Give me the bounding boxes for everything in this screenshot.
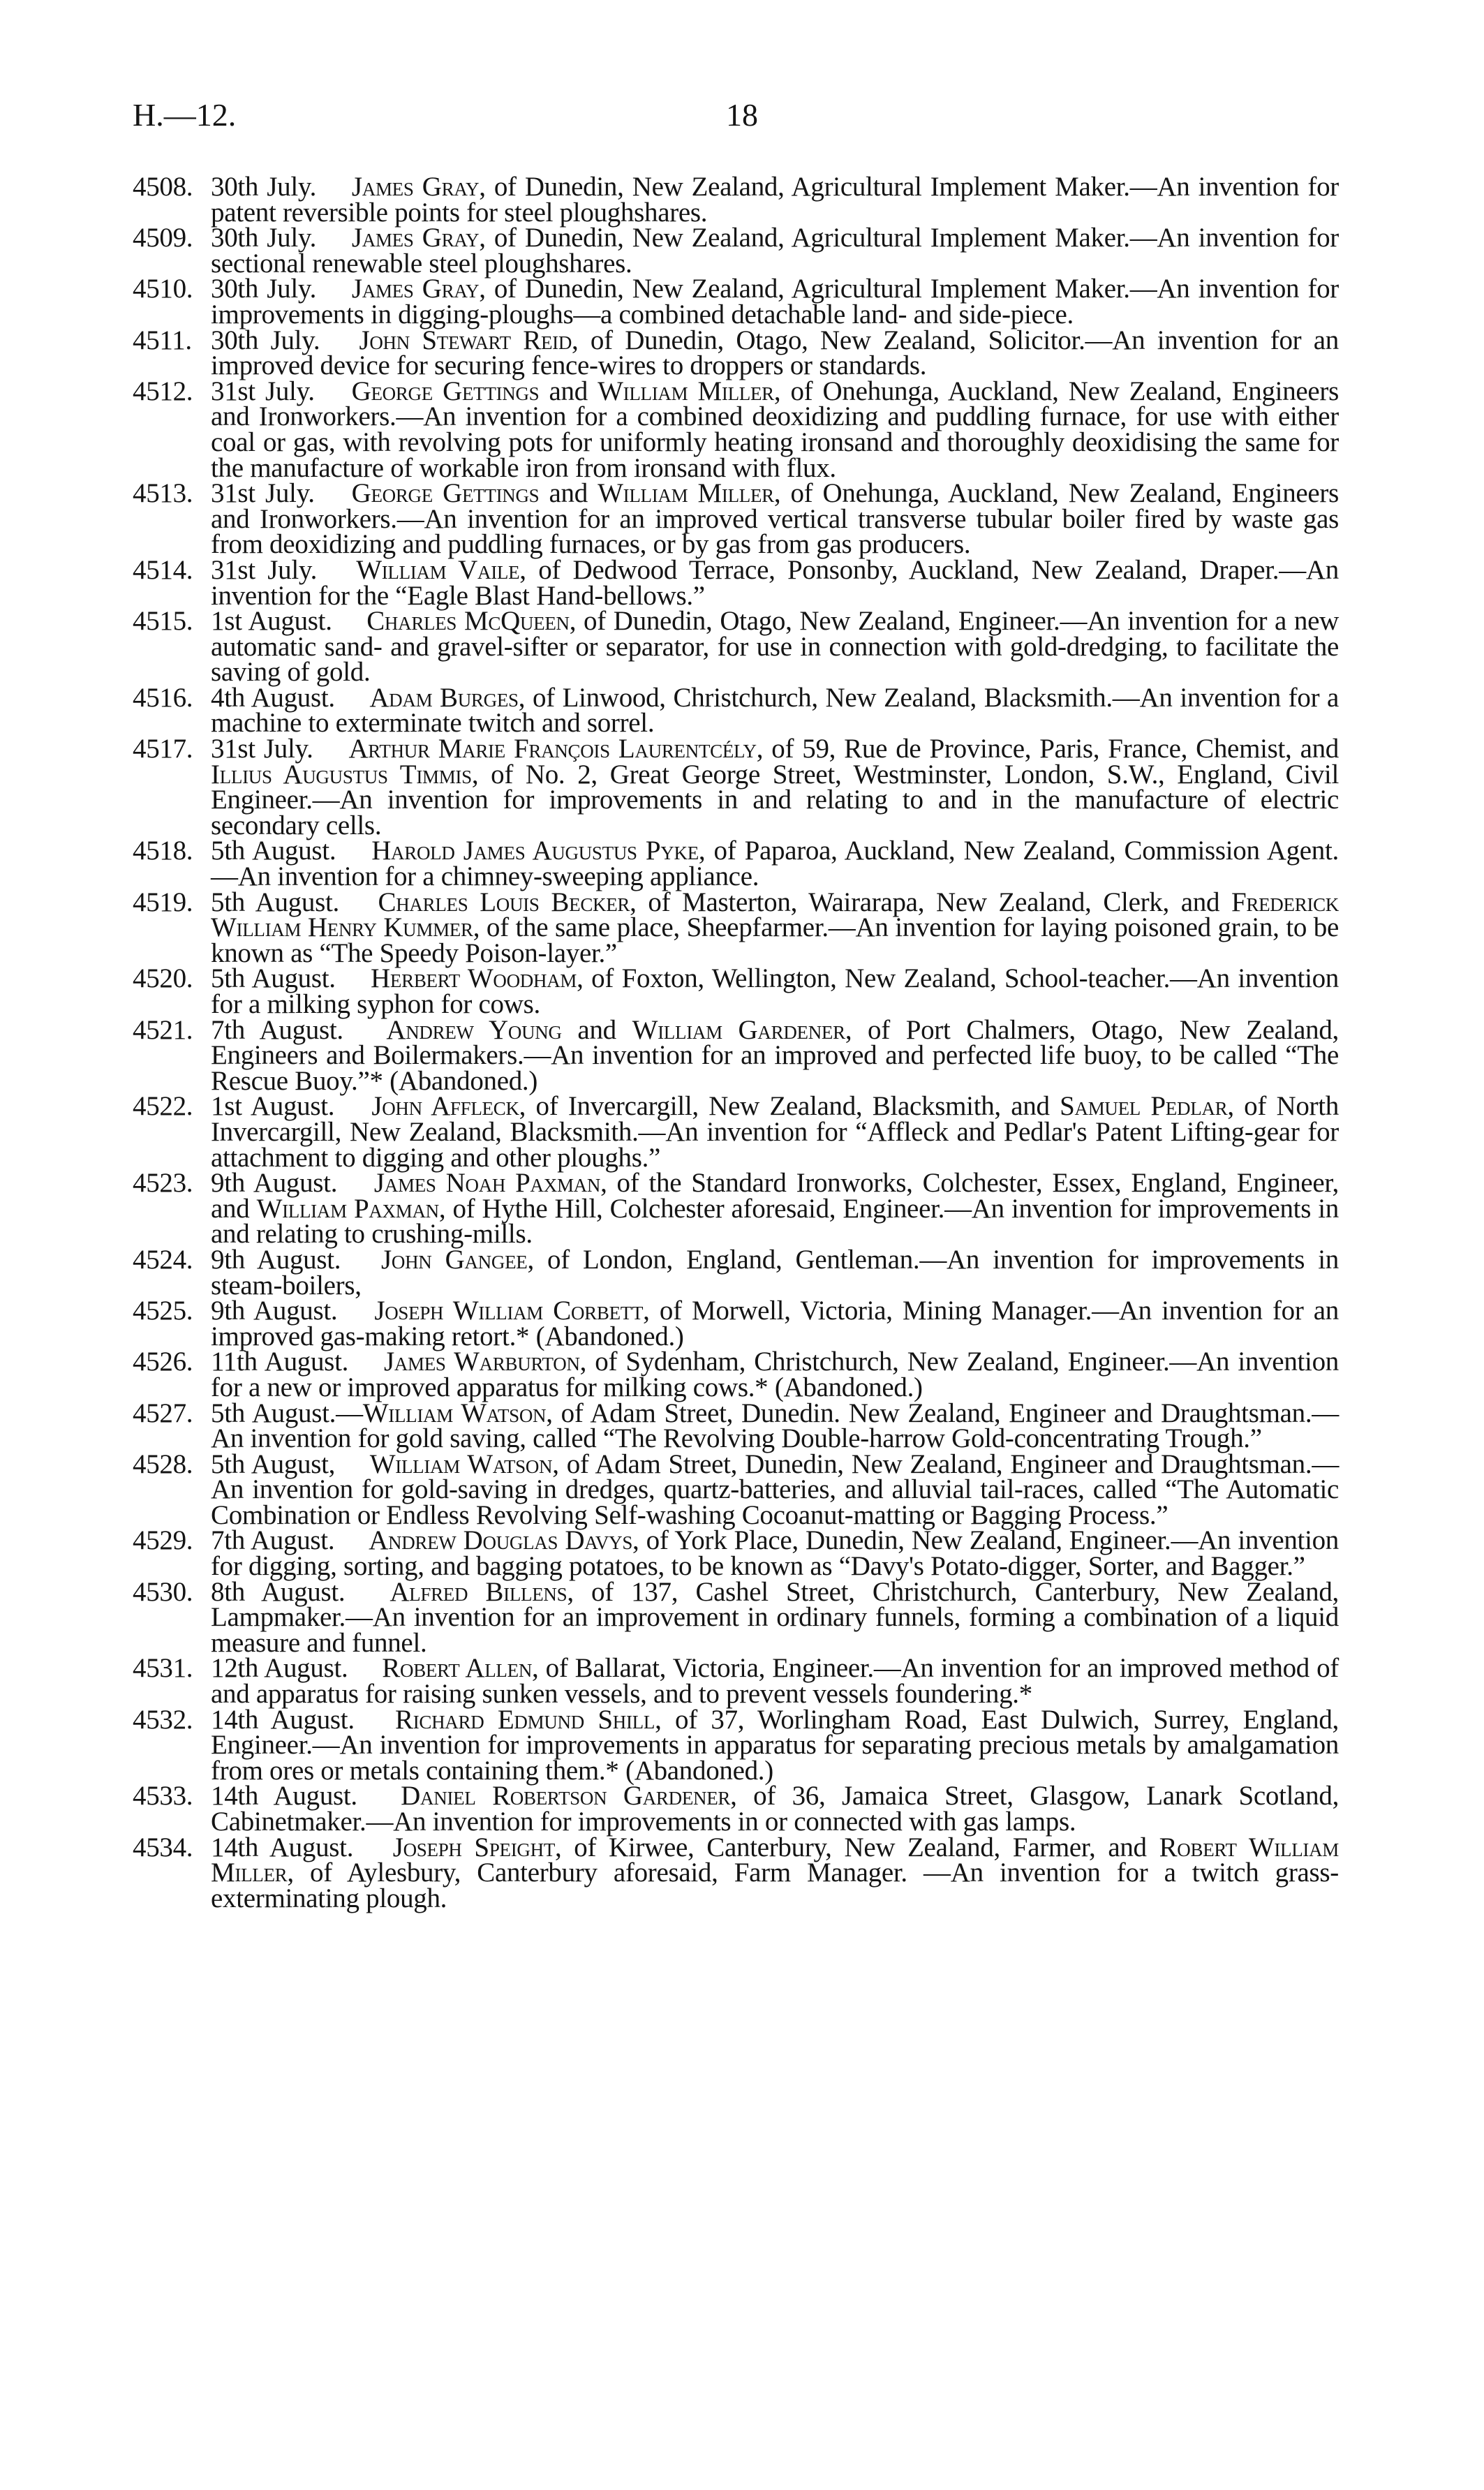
applicant-name: James Noah Paxman [373, 1168, 601, 1199]
applicant-name: Charles Louis Becker [378, 887, 630, 917]
entry-text: , of Ballarat, Victoria, Engineer.—An invention for an improved method of and apparatus for raising sunken vessels, and to prevent vessels foundering.* [211, 1653, 1339, 1710]
applicant-name: William Miller [598, 376, 774, 406]
entry-number: 4525. [133, 1296, 193, 1326]
entry-number: 4513. [133, 478, 193, 509]
applicant-name: James Gray [351, 172, 480, 202]
patent-entry [133, 276, 1339, 327]
entry-text: and [539, 478, 598, 509]
entry-text: , of Paparoa, Auckland, New Zealand, Commission Agent.—An invention for a chimney-sweeping appliance. [211, 836, 1339, 892]
entry-number: 4515. [133, 606, 193, 637]
entry-date: 5th August, [211, 1448, 336, 1479]
entry-text: , of Dunedin, Otago, New Zealand, Solicitor.—An invention for an improved device for securing fence-wires to droppers or standards. [211, 325, 1339, 381]
entry-number: 4520. [133, 963, 193, 994]
entry-date: 5th August. [211, 963, 336, 994]
entry-date: 12th August. [211, 1653, 348, 1684]
entry-text: , of North Invercargill, New Zealand, Blacksmith.—An invention for “Affleck and Pedlar's Patent Lifting-gear for attachment to digging and other ploughs.” [211, 1091, 1339, 1173]
entry-number: 4533. [133, 1781, 193, 1811]
entry-text: , of Onehunga, Auckland, New Zealand, Engineers and Ironworkers.—An invention for an improved vertical transverse tubular boiler fired by waste gas from deoxidizing and puddling furnaces, or by gas from gas producers. [211, 478, 1339, 560]
entry-text: , of Hythe Hill, Colchester aforesaid, Engineer.—An invention for improvements in and relating to crushing-mills. [211, 1193, 1339, 1250]
patent-entry [133, 223, 1339, 279]
patent-entry [133, 1398, 1339, 1454]
entry-date: 30th July. [211, 223, 317, 253]
patent-entry [133, 1349, 1339, 1400]
entry-date: 5th August. [211, 887, 339, 917]
entry-number: 4521. [133, 1014, 193, 1045]
entry-number: 4532. [133, 1704, 193, 1735]
entry-date: 9th August. [211, 1296, 338, 1326]
patent-entry [133, 1781, 1340, 1837]
applicant-name: Frederick William Henry Kummer [211, 887, 1340, 943]
patent-entry [133, 1832, 1339, 1913]
applicant-name: Richard Edmund Shill [394, 1704, 655, 1735]
patent-entry [133, 478, 1339, 560]
entry-text: , of Onehunga, Auckland, New Zealand, Engineers and Ironworkers.—An invention for a combined deoxidizing and puddling furnace, for use with either coal or gas, with revolving pots for uniformly heating ironsand and thoroughly deoxidising the same for the manufacture of workable iron from ironsand with flux. [211, 376, 1339, 483]
entry-date: 9th August. [211, 1168, 338, 1199]
entry-text: and [539, 376, 598, 406]
patent-entry [133, 1014, 1340, 1096]
page-number: 18 [726, 97, 758, 133]
applicant-name: Robert William Miller [211, 1832, 1339, 1888]
entry-date: 30th July. [211, 172, 317, 202]
document-reference: H.—12. [133, 97, 237, 133]
applicant-name: Samuel Pedlar [1060, 1091, 1228, 1122]
entry-date: 31st July. [211, 376, 315, 406]
patent-entry [133, 887, 1340, 968]
patent-entry [133, 172, 1339, 228]
applicant-name: Daniel Robertson Gardener [401, 1781, 731, 1811]
patent-entry [133, 1448, 1340, 1530]
patent-entry [133, 376, 1339, 483]
entry-text: , of Aylesbury, Canterbury aforesaid, Farm Manager. —An invention for a twitch grass-exterminating plough. [211, 1858, 1339, 1913]
patent-entry [133, 1091, 1339, 1173]
applicant-name: John Affleck [371, 1091, 519, 1122]
entry-number: 4518. [133, 836, 193, 866]
entry-text: , of Dunedin, Otago, New Zealand, Engineer.—An invention for a new automatic sand- and gravel-sifter or separator, for use in connection with gold-dredging, to facilitate the saving of gold. [211, 606, 1339, 688]
applicant-name: Andrew Young [386, 1014, 562, 1045]
entry-number: 4511. [133, 325, 192, 355]
entry-number: 4509. [133, 223, 193, 253]
entry-date: 8th August. [211, 1576, 346, 1607]
entry-text: , of Dunedin, New Zealand, Agricultural Implement Maker.—An invention for sectional renewable steel ploughshares. [211, 223, 1339, 279]
entry-text: , of Dunedin, New Zealand, Agricultural Implement Maker.—An invention for patent reversible points for steel ploughshares. [211, 172, 1339, 228]
patent-entry [133, 1704, 1339, 1786]
applicant-name: William Paxman [256, 1193, 439, 1224]
applicant-name: William Watson [362, 1398, 547, 1428]
patent-entry [133, 606, 1339, 688]
entry-number: 4526. [133, 1347, 193, 1377]
entry-text: , of the Standard Ironworks, Colchester, Essex, England, Engineer, and [211, 1168, 1339, 1224]
patent-entry [133, 736, 1339, 838]
entry-date: 31st July. [211, 734, 313, 764]
entry-text: , of Adam Street, Dunedin. New Zealand, Engineer and Draughtsman.—An invention for gold saving, called “The Revolving Double-harrow Gold-concentrating Trough.” [211, 1398, 1339, 1454]
applicant-name: George Gettings [351, 376, 540, 406]
entry-date: 9th August. [211, 1244, 341, 1275]
entry-date: 1st August. [211, 606, 332, 637]
entry-number: 4529. [133, 1525, 193, 1556]
applicant-name: Herbert Woodham [371, 963, 577, 994]
entry-text: , of 37, Worlingham Road, East Dulwich, Surrey, England, Engineer.—An invention for improvements in apparatus for separating precious metals by amalgamation from ores or metals containing them.* (Abandoned.) [211, 1704, 1339, 1786]
patent-entry [133, 554, 1339, 611]
applicant-name: Arthur Marie François Laurentcély [348, 734, 757, 764]
entry-date: 7th August. [211, 1014, 343, 1045]
entry-date: 5th August. [211, 836, 336, 866]
applicant-name: John Gangee [381, 1244, 528, 1275]
entry-number: 4516. [133, 682, 193, 713]
patent-entry [133, 836, 1339, 892]
patent-entry [133, 325, 1339, 381]
entry-number: 4528. [133, 1448, 193, 1479]
entry-text: , of Adam Street, Dunedin, New Zealand, Engineer and Draughtsman.—An invention for gold-saving in dredges, quartz-batteries, and alluvial tail-races, called “The Automatic Combination or Endless Revolving Self-washing Cocoanut-matting or Bagging Process.” [211, 1448, 1340, 1530]
entry-date: 7th August. [211, 1525, 335, 1556]
entry-number: 4517. [133, 734, 193, 764]
applicant-name: Adam Burges [369, 682, 519, 713]
entry-date: 14th August. [211, 1781, 357, 1811]
entry-text: , of Port Chalmers, Otago, New Zealand, Engineers and Boilermakers.—An invention for an improved and perfected life buoy, to be called “The Rescue Buoy.”* (Abandoned.) [211, 1014, 1340, 1096]
entry-number: 4530. [133, 1576, 193, 1607]
entry-number: 4519. [133, 887, 193, 917]
applicant-name: James Gray [351, 274, 480, 304]
entry-text: , of Morwell, Victoria, Mining Manager.—An invention for an improved gas-making retort.* (Abandoned.) [211, 1296, 1340, 1351]
entry-text: , of York Place, Dunedin, New Zealand, Engineer.—An invention for digging, sorting, and bagging potatoes, to be known as “Davy's Potato-digger, Sorter, and Bagger.” [211, 1525, 1339, 1582]
entry-date: 5th August.— [211, 1398, 363, 1428]
entry-text: , of Sydenham, Christchurch, New Zealand, Engineer.—An invention for a new or improved apparatus for milking cows.* (Abandoned.) [211, 1347, 1339, 1402]
patent-entry [133, 1244, 1339, 1300]
entry-text: and [561, 1014, 632, 1045]
entry-date: 31st July. [211, 478, 315, 509]
entry-number: 4531. [133, 1653, 193, 1684]
applicant-name: Joseph William Corbett [374, 1296, 644, 1326]
applicant-name: Joseph Speight [392, 1832, 556, 1862]
entry-date: 31st July. [211, 554, 318, 585]
applicant-name: Illius Augustus Timmis [211, 759, 472, 790]
entry-number: 4527. [133, 1398, 193, 1428]
applicant-name: William Gardener [632, 1014, 845, 1045]
applicant-name: George Gettings [351, 478, 540, 509]
applicant-name: James Gray [351, 223, 480, 253]
entry-number: 4522. [133, 1091, 193, 1122]
entry-text: , of 137, Cashel Street, Christchurch, Canterbury, New Zealand, Lampmaker.—An invention for an improvement in ordinary funnels, forming a combination of a liquid measure and funnel. [211, 1576, 1339, 1658]
entry-number: 4514. [133, 554, 193, 585]
entry-text: , of Linwood, Christchurch, New Zealand, Blacksmith.—An invention for a machine to exterminate twitch and sorrel. [211, 682, 1340, 739]
entry-date: 1st August. [211, 1091, 335, 1122]
patent-entry [133, 1168, 1339, 1250]
entry-number: 4508. [133, 172, 193, 202]
applicant-name: Charles McQueen [366, 606, 570, 637]
entry-date: 30th July. [211, 325, 320, 355]
applicant-name: William Vaile [356, 554, 520, 585]
patent-entry [133, 1576, 1339, 1658]
entry-text: , of Foxton, Wellington, New Zealand, School-teacher.—An invention for a milking syphon for cows. [211, 963, 1340, 1019]
applicant-name: John Stewart Reid [359, 325, 572, 355]
entry-date: 30th July. [211, 274, 317, 304]
entry-number: 4523. [133, 1168, 193, 1199]
applicant-name: Harold James Augustus Pyke [371, 836, 699, 866]
applicant-name: Robert Allen [382, 1653, 533, 1684]
applicant-name: Alfred Billens [389, 1576, 567, 1607]
patent-entry [133, 1653, 1339, 1710]
applicant-name: William Watson [369, 1448, 553, 1479]
applicant-name: James Warburton [383, 1347, 580, 1377]
entry-text: , of Invercargill, New Zealand, Blacksmith, and [519, 1091, 1060, 1122]
entry-text: , of 36, Jamaica Street, Glasgow, Lanark Scotland, Cabinetmaker.—An invention for improvements in or connected with gas lamps. [211, 1781, 1340, 1837]
entry-text: , of Dunedin, New Zealand, Agricultural Implement Maker.—An invention for improvements in digging-ploughs—a combined detachable land- and side-piece. [211, 274, 1339, 329]
patent-entry [133, 1298, 1339, 1349]
entry-date: 14th August. [211, 1704, 355, 1735]
entry-date: 11th August. [211, 1347, 349, 1377]
patent-entries-list [133, 172, 1340, 1913]
entry-text: , of 59, Rue de Province, Paris, France, Chemist, and [756, 734, 1339, 764]
entry-text: , of London, England, Gentleman.—An invention for improvements in steam-boilers, [211, 1244, 1339, 1300]
applicant-name: Andrew Douglas Davys [369, 1525, 633, 1556]
applicant-name: William Miller [598, 478, 774, 509]
patent-entry [133, 963, 1340, 1019]
entry-number: 4534. [133, 1832, 193, 1862]
entry-text: , of Masterton, Wairarapa, New Zealand, Clerk, and [630, 887, 1232, 917]
patent-entry [133, 1525, 1339, 1582]
entry-date: 4th August. [211, 682, 335, 713]
entry-number: 4512. [133, 376, 193, 406]
entry-number: 4510. [133, 274, 193, 304]
entry-date: 14th August. [211, 1832, 354, 1862]
entry-text: , of Dedwood Terrace, Ponsonby, Auckland, New Zealand, Draper.—An invention for the “Eagle Blast Hand-bellows.” [211, 554, 1339, 611]
entry-text: , of Kirwee, Canterbury, New Zealand, Farmer, and [555, 1832, 1159, 1862]
entry-text: , of No. 2, Great George Street, Westminster, London, S.W., England, Civil Engineer.—An invention for improvements in and relating to and in the manufacture of electric secondary cells. [211, 759, 1339, 840]
entry-number: 4524. [133, 1244, 193, 1275]
patent-entry [133, 682, 1340, 739]
entry-text: , of the same place, Sheepfarmer.—An invention for laying poisoned grain, to be known as “The Speedy Poison-layer.” [211, 912, 1339, 968]
